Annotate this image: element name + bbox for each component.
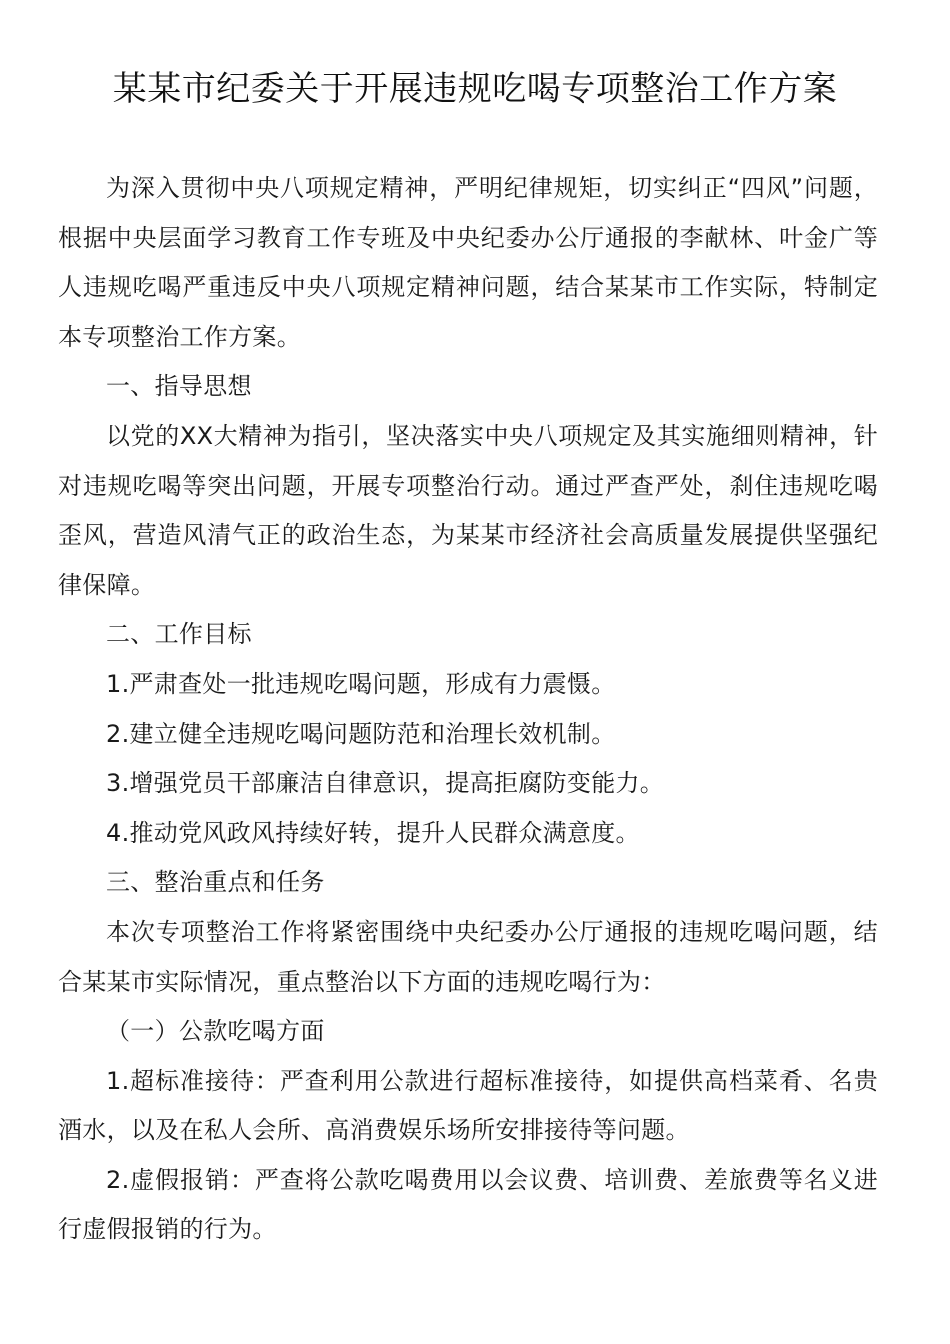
task-item: 2.虚假报销：严查将公款吃喝费用以会议费、培训费、差旅费等名义进行虚假报销的行为。: [58, 1165, 878, 1244]
work-goal-item: 4.推动党风政风持续好转，提升人民群众满意度。: [106, 818, 640, 847]
section-heading-key-tasks: 三、整治重点和任务: [106, 868, 325, 897]
intro-paragraph: 为深入贯彻中央八项规定精神，严明纪律规矩，切实纠正“四风”问题，根据中央层面学习教育工作专班及中央纪委办公厅通报的李献林、叶金广等人违规吃喝严重违反中央八项规定精神问题，结合某某市工作实际，特制定本专项整治工作方案。: [58, 174, 878, 351]
work-goal-item: 3.增强党员干部廉洁自律意识，提高拒腐防变能力。: [106, 769, 665, 798]
section-heading-work-goals: 二、工作目标: [106, 620, 252, 649]
section-heading-guiding-ideology: 一、指导思想: [106, 372, 252, 401]
work-goal-item: 1.严肃查处一批违规吃喝问题，形成有力震慑。: [106, 669, 616, 698]
key-tasks-paragraph: 本次专项整治工作将紧密围绕中央纪委办公厅通报的违规吃喝问题，结合某某市实际情况，重点整治以下方面的违规吃喝行为：: [58, 917, 878, 996]
guiding-ideology-paragraph: 以党的XX大精神为指引，坚决落实中央八项规定及其实施细则精神，针对违规吃喝等突出问题，开展专项整治行动。通过严查严处，刹住违规吃喝歪风，营造风清气正的政治生态，为某某市经济社会高质量发展提供坚强纪律保障。: [58, 421, 878, 599]
document-body: [58, 164, 878, 1255]
document-title: 某某市纪委关于开展违规吃喝专项整治工作方案: [112, 69, 838, 109]
subsection-heading-public-funds: （一）公款吃喝方面: [106, 1017, 325, 1046]
work-goal-item: 2.建立健全违规吃喝问题防范和治理长效机制。: [106, 719, 616, 748]
task-item: 1.超标准接待：严查利用公款进行超标准接待，如提供高档菜肴、名贵酒水，以及在私人会所、高消费娱乐场所安排接待等问题。: [58, 1066, 878, 1145]
